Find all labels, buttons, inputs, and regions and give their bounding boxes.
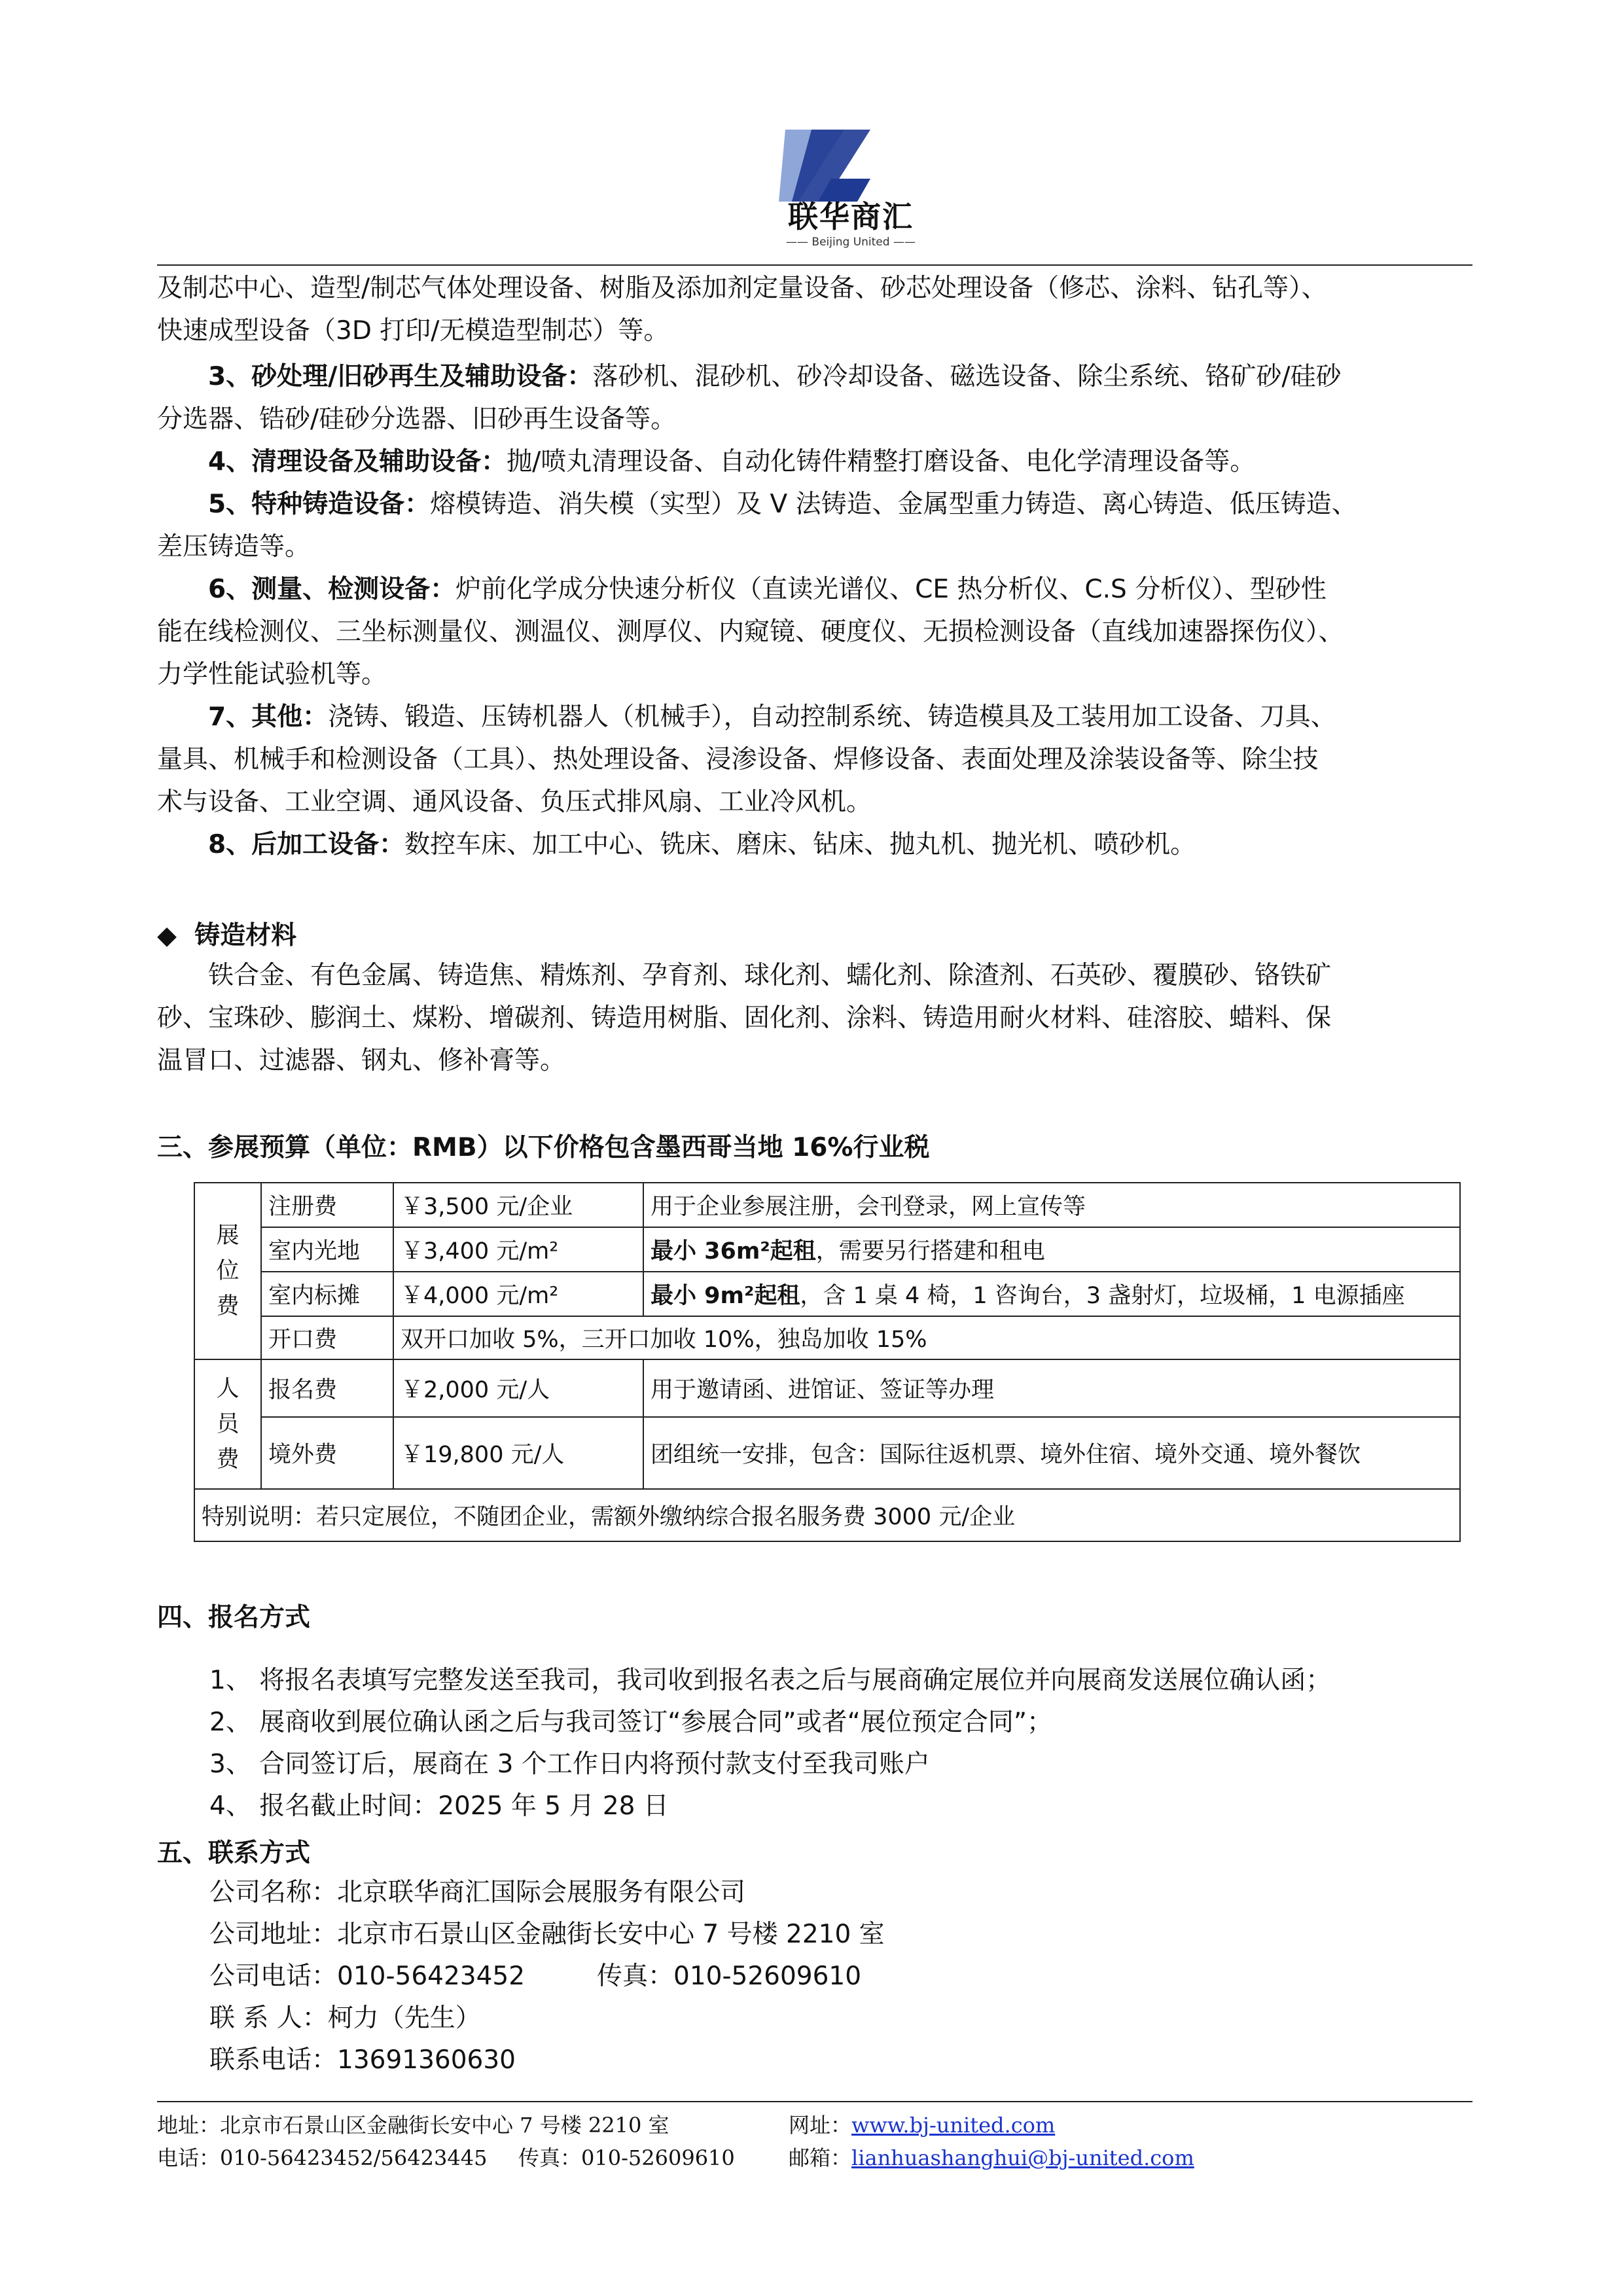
equipment-item-6: 6、测量、检测设备：炉前化学成分快速分析仪（直读光谱仪、CE 热分析仪、C.S 分析仪）、型砂性 [208, 575, 1327, 604]
contact-fax: 传真：010-52609610 [597, 1962, 862, 1991]
equipment-line-1: 及制芯中心、造型/制芯气体处理设备、树脂及添加剂定量设备、砂芯处理设备（修芯、涂料、钻孔等）、 [157, 274, 1327, 303]
equipment-item-7: 7、其他：浇铸、锻造、压铸机器人（机械手），自动控制系统、铸造模具及工装用加工设备、刀具、 [208, 702, 1336, 732]
equipment-line-2: 快速成型设备（3D 打印/无模造型制芯）等。 [157, 316, 669, 346]
fee-note: 特别说明：若只定展位，不随团企业，需额外缴纳综合报名服务费 3000 元/企业 [194, 1489, 1460, 1541]
logo-subtitle: —— Beijing United —— [786, 236, 916, 249]
logo-text: 联华商汇 [788, 199, 914, 234]
materials-heading: ◆ 铸造材料 [157, 921, 297, 950]
equipment-item-6-cont2: 力学性能试验机等。 [157, 660, 387, 689]
fee-item: 室内标摊 [261, 1272, 393, 1316]
diamond-bullet-icon: ◆ [157, 921, 177, 950]
contact-phone: 公司电话：010-56423452 [209, 1962, 526, 1991]
fee-desc: 用于邀请函、进馆证、签证等办理 [643, 1359, 1460, 1417]
equipment-item-7-cont1: 量具、机械手和检测设备（工具）、热处理设备、浸渗设备、焊修设备、表面处理及涂装设备等、除尘技 [157, 745, 1319, 774]
equipment-item-3-cont: 分选器、锆砂/硅砂分选器、旧砂再生设备等。 [157, 404, 677, 434]
materials-line-2: 砂、宝珠砂、膨润土、煤粉、增碳剂、铸造用树脂、固化剂、涂料、铸造用耐火材料、硅溶胶、蜡料、保 [157, 1003, 1332, 1033]
budget-heading: 三、参展预算（单位：RMB）以下价格包含墨西哥当地 16%行业税 [157, 1133, 930, 1162]
footer-address: 地址：北京市石景山区金融街长安中心 7 号楼 2210 室 [157, 2113, 669, 2138]
register-item-3: 3、 合同签订后，展商在 3 个工作日内将预付款支付至我司账户 [209, 1749, 930, 1779]
fee-price: ￥19,800 元/人 [393, 1417, 643, 1489]
fee-price: ￥2,000 元/人 [393, 1359, 643, 1417]
fee-desc: 用于企业参展注册，会刊登录，网上宣传等 [643, 1183, 1460, 1227]
contact-person: 联 系 人：柯力（先生） [209, 2003, 481, 2033]
fee-item: 报名费 [261, 1359, 393, 1417]
fee-item: 室内光地 [261, 1227, 393, 1272]
footer-fax: 传真：010-52609610 [518, 2145, 735, 2170]
fee-desc: 最小 36m²起租，需要另行搭建和租电 [643, 1227, 1460, 1272]
fee-price: ￥3,400 元/m² [393, 1227, 643, 1272]
fee-price: ￥4,000 元/m² [393, 1272, 643, 1316]
contact-heading: 五、联系方式 [157, 1839, 311, 1868]
fee-desc: 双开口加收 5%，三开口加收 10%，独岛加收 15% [393, 1316, 1460, 1359]
equipment-item-8: 8、后加工设备：数控车床、加工中心、铣床、磨床、钻床、抛丸机、抛光机、喷砂机。 [208, 830, 1196, 859]
fee-table [194, 1182, 1461, 1542]
register-item-4: 4、 报名截止时间：2025 年 5 月 28 日 [209, 1791, 669, 1821]
footer-web: 网址：www.bj-united.com [789, 2113, 1056, 2138]
staff-fee-label: 人 员 费 [194, 1359, 261, 1489]
footer-phone: 电话：010-56423452/56423445 [157, 2145, 488, 2170]
contact-mobile: 联系电话：13691360630 [209, 2045, 516, 2075]
fee-item: 开口费 [261, 1316, 393, 1359]
register-item-1: 1、 将报名表填写完整发送至我司，我司收到报名表之后与展商确定展位并向展商发送展位确认函； [209, 1666, 1332, 1695]
footer-rule [157, 2101, 1472, 2102]
contact-address: 公司地址：北京市石景山区金融街长安中心 7 号楼 2210 室 [209, 1920, 885, 1949]
fee-price: ￥3,500 元/企业 [393, 1183, 643, 1227]
contact-company: 公司名称：北京联华商汇国际会展服务有限公司 [209, 1878, 746, 1907]
email-link[interactable]: lianhuashanghui@bj-united.com [851, 2145, 1194, 2170]
fee-item: 注册费 [261, 1183, 393, 1227]
booth-fee-label: 展 位 费 [194, 1183, 261, 1359]
fee-item: 境外费 [261, 1417, 393, 1489]
register-heading: 四、报名方式 [157, 1603, 311, 1632]
equipment-item-5-cont: 差压铸造等。 [157, 532, 311, 562]
fee-desc: 最小 9m²起租，含 1 桌 4 椅，1 咨询台，3 盏射灯，垃圾桶，1 电源插座 [643, 1272, 1460, 1316]
equipment-item-6-cont1: 能在线检测仪、三坐标测量仪、测温仪、测厚仪、内窥镜、硬度仪、无损检测设备（直线加速器探伤仪）、 [157, 617, 1344, 647]
materials-line-1: 铁合金、有色金属、铸造焦、精炼剂、孕育剂、球化剂、蠕化剂、除渣剂、石英砂、覆膜砂、铬铁矿 [208, 961, 1332, 990]
equipment-item-3: 3、砂处理/旧砂再生及辅助设备：落砂机、混砂机、砂冷却设备、磁选设备、除尘系统、铬矿砂/硅砂 [208, 362, 1342, 391]
equipment-item-7-cont2: 术与设备、工业空调、通风设备、负压式排风扇、工业冷风机。 [157, 787, 872, 817]
fee-desc: 团组统一安排，包含：国际往返机票、境外住宿、境外交通、境外餐饮 [643, 1417, 1460, 1489]
register-item-2: 2、 展商收到展位确认函之后与我司签订“参展合同”或者“展位预定合同”； [209, 1708, 1053, 1737]
equipment-item-4: 4、清理设备及辅助设备：抛/喷丸清理设备、自动化铸件精整打磨设备、电化学清理设备等。 [208, 447, 1256, 476]
equipment-item-5: 5、特种铸造设备：熔模铸造、消失模（实型）及 V 法铸造、金属型重力铸造、离心铸造、低压铸造、 [208, 490, 1357, 519]
footer-mail: 邮箱：lianhuashanghui@bj-united.com [789, 2145, 1194, 2170]
website-link[interactable]: www.bj-united.com [851, 2113, 1056, 2138]
materials-line-3: 温冒口、过滤器、钢丸、修补膏等。 [157, 1046, 566, 1075]
